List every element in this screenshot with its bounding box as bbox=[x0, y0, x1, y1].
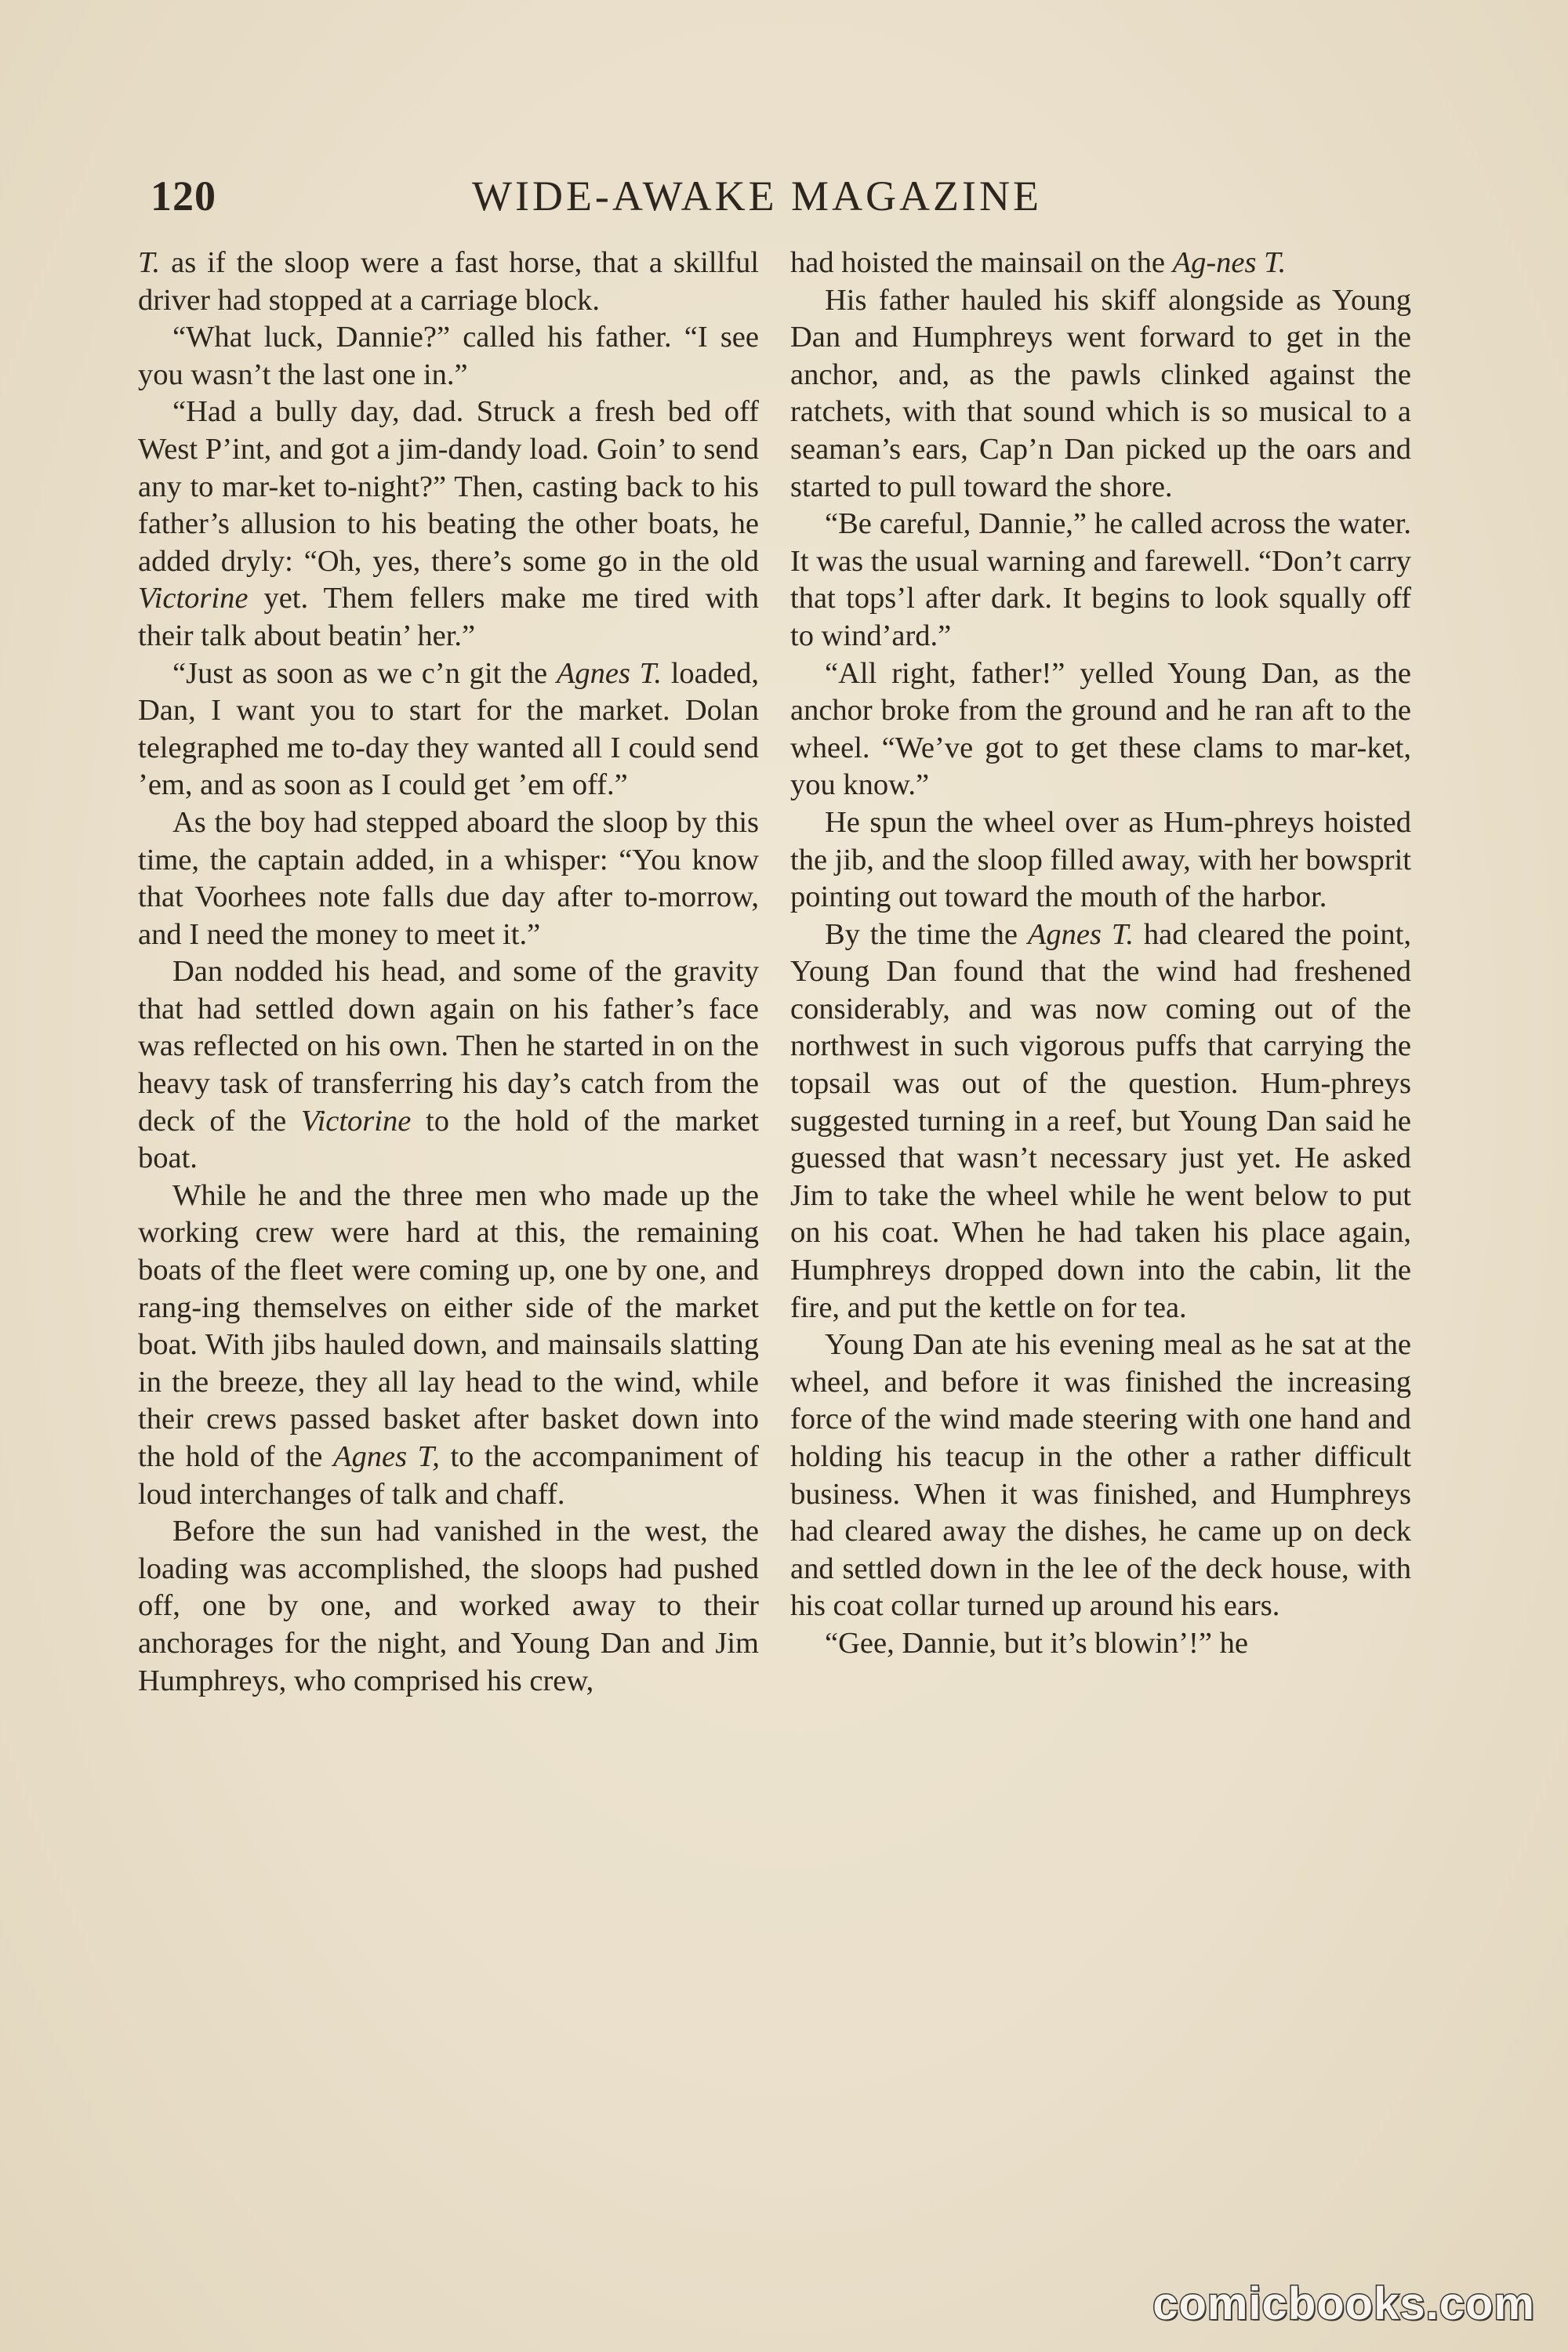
watermark-text: comicbooks.com bbox=[1152, 2278, 1535, 2329]
paragraph: “Just as soon as we c’n git the Agnes T. loaded, Dan, I want you to start for the market. Dolan telegraphed me to-day they wanted all I could send ’em, and as soon as I could get ’em off.” bbox=[138, 656, 759, 802]
paragraph: While he and the three men who made up the working crew were hard at this, the remaining boats of the fleet were coming up, one by one, and rang-ing themselves on either side of the market boat. With jibs hauled down, and mainsails slatting in the breeze, they all lay head to the wind, while their crews passed basket after basket down into the hold of the Agnes T, to the accompaniment of loud interchanges of talk and chaff. bbox=[138, 1178, 759, 1511]
text-column-left bbox=[138, 245, 759, 1700]
paragraph: “All right, father!” yelled Young Dan, as the anchor broke from the ground and he ran aft to the wheel. “We’ve got to get these clams to mar-ket, you know.” bbox=[790, 656, 1411, 802]
page-number: 120 bbox=[151, 172, 216, 220]
paragraph: He spun the wheel over as Hum-phreys hoisted the jib, and the sloop filled away, with her bowsprit pointing out toward the mouth of the harbor. bbox=[790, 805, 1411, 914]
paragraph: By the time the Agnes T. had cleared the point, Young Dan found that the wind had freshened considerably, and was now coming out of the northwest in such vigorous puffs that carrying the topsail was out of the question. Hum-phreys suggested turning in a reef, but Young Dan said he guessed that wasn’t necessary just yet. He asked Jim to take the wheel while he went below to put on his coat. When he had taken his place again, Humphreys dropped down into the cabin, lit the fire, and put the kettle on for tea. bbox=[790, 917, 1411, 1324]
paragraph: As the boy had stepped aboard the sloop by this time, the captain added, in a whisper: “You know that Voorhees note falls due day after to-morrow, and I need the money to meet it.” bbox=[138, 805, 759, 951]
paragraph: “Be careful, Dannie,” he called across the water. It was the usual warning and farewell. “Don’t carry that tops’l after dark. It begins to look squally off to wind’ard.” bbox=[790, 507, 1411, 652]
running-title: WIDE-AWAKE MAGAZINE bbox=[472, 172, 1043, 220]
paragraph: Dan nodded his head, and some of the gravity that had settled down again on his father’s face was reflected on his own. Then he started in on the heavy task of transferring his day’s catch from the deck of the Victorine to the hold of the market boat. bbox=[138, 955, 759, 1175]
paragraph: had hoisted the mainsail on the Ag-nes T. bbox=[790, 246, 1287, 279]
paragraph: T. as if the sloop were a fast horse, that a skillful driver had stopped at a carriage block. bbox=[138, 246, 759, 317]
paragraph: His father hauled his skiff alongside as Young Dan and Humphreys went forward to get in the anchor, and, as the pawls clinked against the ratchets, with that sound which is so musical to a seaman’s ears, Cap’n Dan picked up the oars and started to pull toward the shore. bbox=[790, 283, 1411, 503]
paragraph: Young Dan ate his evening meal as he sat at the wheel, and before it was finished the increasing force of the wind made steering with one hand and holding his teacup in the other a rather difficult business. When it was finished, and Humphreys had cleared away the dishes, he came up on deck and settled down in the lee of the deck house, with his coat collar turned up around his ears. bbox=[790, 1328, 1411, 1623]
paragraph: “Had a bully day, dad. Struck a fresh bed off West P’int, and got a jim-dandy load. Goin’ to send any to mar-ket to-night?” Then, casting back to his father’s allusion to his beating the other boats, he added dryly: “Oh, yes, there’s some go in the old Victorine yet. Them fellers make me tired with their talk about beatin’ her.” bbox=[138, 395, 759, 652]
paragraph: “What luck, Dannie?” called his father. “I see you wasn’t the last one in.” bbox=[138, 321, 759, 391]
page-header bbox=[151, 165, 1421, 227]
text-column-right bbox=[790, 245, 1411, 1663]
paragraph: “Gee, Dannie, but it’s blowin’!” he bbox=[825, 1626, 1248, 1660]
paragraph: Before the sun had vanished in the west, the loading was accomplished, the sloops had pushed off, one by one, and worked away to their anchorages for the night, and Young Dan and Jim Humphreys, who comprised his crew, bbox=[138, 1515, 759, 1697]
